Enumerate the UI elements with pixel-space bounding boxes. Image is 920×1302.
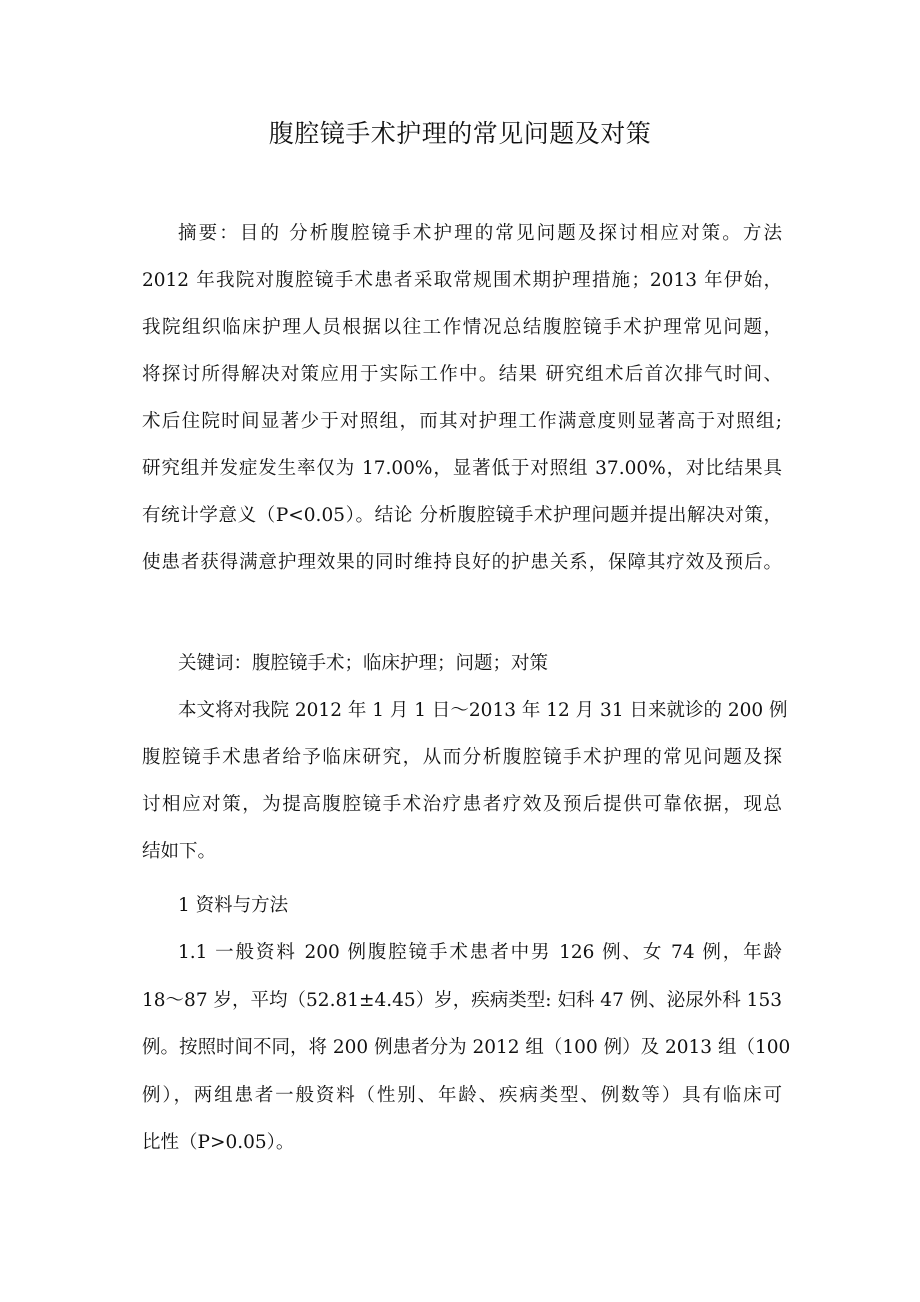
abstract-line: 有统计学意义（P<0.05）。结论 分析腹腔镜手术护理问题并提出解决对策， — [142, 505, 782, 526]
intro-line: 讨相应对策，为提高腹腔镜手术治疗患者疗效及预后提供可靠依据，现总 — [142, 794, 782, 815]
section-1-1-line: 例。按照时间不同，将 200 例患者分为 2012 组（100 例）及 2013 组（100 — [142, 1037, 791, 1058]
intro-line: 本文将对我院 2012 年 1 月 1 日～2013 年 12 月 31 日来就诊的 200 例 — [178, 700, 788, 721]
section-1-1-line: 比性（P>0.05）。 — [142, 1132, 295, 1153]
section-heading: 1 资料与方法 — [178, 895, 289, 916]
intro-line: 结如下。 — [142, 841, 217, 862]
abstract-line: 我院组织临床护理人员根据以往工作情况总结腹腔镜手术护理常见问题， — [142, 317, 782, 338]
abstract-line: 摘要：目的 分析腹腔镜手术护理的常见问题及探讨相应对策。方法 — [178, 223, 782, 244]
abstract-line: 2012 年我院对腹腔镜手术患者采取常规围术期护理措施；2013 年伊始， — [142, 270, 782, 291]
abstract-line: 术后住院时间显著少于对照组，而其对护理工作满意度则显著高于对照组; — [142, 411, 782, 432]
document-title: 腹腔镜手术护理的常见问题及对策 — [268, 119, 652, 148]
abstract-line: 使患者获得满意护理效果的同时维持良好的护患关系，保障其疗效及预后。 — [142, 552, 782, 573]
keywords-line: 关键词：腹腔镜手术；临床护理；问题；对策 — [178, 653, 549, 674]
intro-line: 腹腔镜手术患者给予临床研究，从而分析腹腔镜手术护理的常见问题及探 — [142, 747, 782, 768]
abstract-line: 将探讨所得解决对策应用于实际工作中。结果 研究组术后首次排气时间、 — [142, 364, 782, 385]
section-1-1-line: 1.1 一般资料 200 例腹腔镜手术患者中男 126 例、女 74 例，年龄 — [178, 942, 782, 963]
section-1-1-line: 18～87 岁，平均（52.81±4.45）岁，疾病类型: 妇科 47 例、泌尿外科 153 — [142, 990, 782, 1011]
section-1-1-line: 例），两组患者一般资料（性别、年龄、疾病类型、例数等）具有临床可 — [142, 1085, 782, 1106]
abstract-line: 研究组并发症发生率仅为 17.00%，显著低于对照组 37.00%，对比结果具 — [142, 458, 782, 479]
